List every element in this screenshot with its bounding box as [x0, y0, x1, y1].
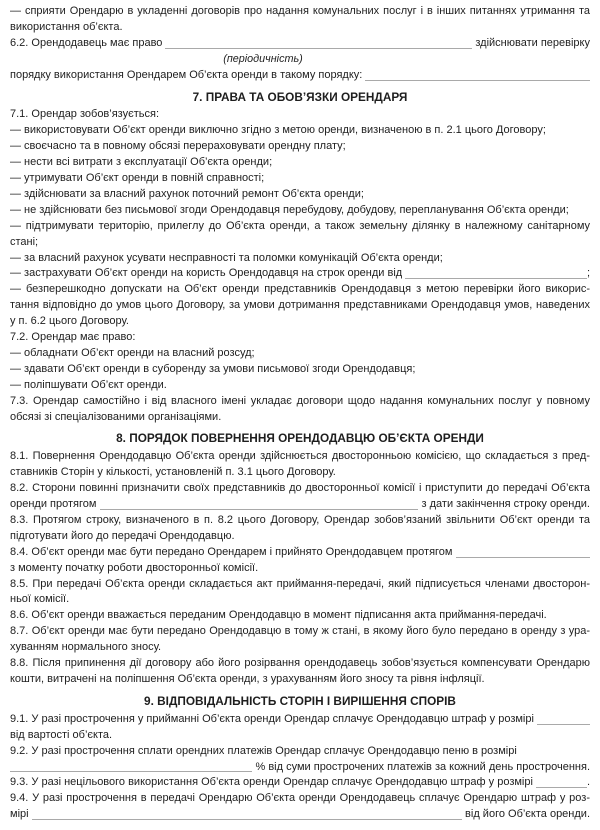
text-line-with-blank — [10, 712, 590, 728]
fill-in-blank[interactable] — [10, 771, 252, 772]
section-9-heading: 9. ВІДПОВІДАЛЬНІСТЬ СТОРІН І ВИРІШЕННЯ СПОРІВ — [144, 693, 456, 708]
text-line: стані; — [10, 235, 39, 248]
text-line: 8.2. Сторони повинні призначити своїх представників до двосторонньої комісії і приступити до передачі Об’єкта — [10, 482, 590, 495]
text-line-with-blank — [10, 807, 590, 823]
text-segment: порядку використання Орендарем Об’єкта оренди в такому порядку: — [10, 68, 366, 81]
text-line: 8.7. Об’єкт оренди має бути передано Орендодавцю в тому ж стані, в якому його було передано в оренду з ура- — [10, 625, 590, 638]
text-line: з моменту початку роботи двосторонньої комісії. — [10, 561, 259, 574]
text-segment: ; — [586, 267, 590, 280]
text-line: 8.6. Об’єкт оренди вважається переданим Орендодавцю в момент підписання акта приймання-передачі. — [10, 609, 547, 622]
text-line: — не здійснювати без письмової згоди Орендодавця перебудову, добудову, перепланування Об’єкта оренди; — [10, 203, 569, 216]
text-line-with-blank — [10, 545, 590, 561]
text-segment: % від суми прострочених платежів за кожний день прострочення. — [252, 760, 590, 773]
text-line: 9.4. У разі прострочення в передачі Орендарю Об’єкта оренди Орендодавець сплачує Орендарю штраф у роз- — [10, 792, 590, 805]
clause-6-2 — [10, 36, 590, 52]
text-line: тання відповідно до умов цього Договору, за умови дотримання представниками Орендодавця умов, наведених — [10, 299, 590, 312]
text-line: — здійснювати за власний рахунок поточний ремонт Об’єкта оренди; — [10, 187, 364, 200]
fill-in-blank[interactable] — [405, 278, 587, 279]
text-line: 9.2. У разі прострочення сплати орендних платежів Орендар сплачує Орендодавцю пеню в розмірі — [10, 744, 517, 757]
text-line: — підтримувати територію, прилеглу до Об’єкта оренди, а також земельну ділянку в належному санітарному — [10, 219, 590, 232]
text-segment: здійснювати перевірку — [472, 36, 590, 49]
fill-in-blank[interactable] — [165, 48, 472, 49]
text-line-with-blank — [10, 760, 590, 776]
text-segment: мірі — [10, 808, 32, 821]
text-line: від вартості об’єкта. — [10, 728, 113, 741]
text-line: підготувати його до передачі Орендодавцю. — [10, 529, 235, 542]
text-segment: 8.4. Об’єкт оренди має бути передано Орендарем і прийнято Орендодавцем протягом — [10, 545, 456, 558]
fill-in-blank[interactable] — [365, 80, 590, 81]
text-segment: 6.2. Орендодавець має право — [10, 36, 166, 49]
text-segment: 9.3. У разі нецільового використання Об’єкта оренди Орендар сплачує Орендодавцю штраф у розмірі — [10, 776, 536, 789]
fill-in-blank[interactable] — [536, 787, 587, 788]
text-line: — здавати Об’єкт оренди в суборенду за умови письмової згоди Орендодавця; — [10, 362, 416, 375]
text-segment: оренди протягом — [10, 498, 100, 511]
section-8-heading: 8. ПОРЯДОК ПОВЕРНЕННЯ ОРЕНДОДАВЦЮ ОБ’ЄКТА ОРЕНДИ — [116, 431, 484, 446]
text-line: 8.5. При передачі Об’єкта оренди складається акт приймання-передачі, який підписується членами двосторон- — [10, 577, 590, 590]
text-line-with-blank — [10, 775, 590, 791]
text-segment: . — [586, 776, 590, 789]
document-body — [10, 4, 590, 823]
text-line: — сприяти Орендарю в укладенні договорів про надання комунальних послуг і в інших питаннях утримання та — [10, 5, 590, 17]
text-line: кошти, витрачені на поліпшення Об’єкта оренди, з урахуванням його зносу та рівня інфляції. — [10, 672, 485, 685]
text-segment: з дати закінчення строку оренди. — [418, 498, 590, 511]
text-line: ньої комісії. — [10, 593, 70, 606]
text-line: використання об’єкта. — [10, 20, 123, 33]
text-line: — своєчасно та в повному обсязі перераховувати орендну плату; — [10, 140, 346, 153]
text-segment: 9.1. У разі прострочення у прийманні Об’єкта оренди Орендар сплачує Орендодавцю штраф у розмірі — [10, 712, 537, 725]
text-line: — безперешкодно допускати на Об’єкт оренди представників Орендодавця з метою перевірки його викорис- — [10, 283, 590, 296]
text-line: — утримувати Об’єкт оренди в повній справності; — [10, 172, 265, 185]
text-line: — нести всі витрати з експлуатації Об’єкта оренди; — [10, 156, 273, 169]
text-line: 7.1. Орендар зобов’язується: — [10, 108, 159, 121]
text-line-with-blank — [10, 266, 590, 282]
text-line: 8.3. Протягом строку, визначеного в п. 8.2 цього Договору, Орендар зобов’язаний звільнити Об’єкт оренди та — [10, 513, 590, 526]
section-7-heading: 7. ПРАВА ТА ОБОВ’ЯЗКИ ОРЕНДАРЯ — [192, 89, 408, 104]
text-line: — поліпшувати Об’єкт оренди. — [10, 378, 167, 391]
text-line: 8.8. Після припинення дії договору або його розірвання орендодавець зобов’язується компенсувати Орендарю — [10, 657, 590, 670]
text-line: 7.3. Орендар самостійно і від власного імені укладає договори щодо надання комунальних послуг у повному — [10, 394, 590, 407]
text-line: хуванням нормального зносу. — [10, 641, 162, 654]
text-line: — обладнати Об’єкт оренди на власний розсуд; — [10, 346, 255, 359]
text-line: 7.2. Орендар має право: — [10, 331, 136, 344]
text-segment: від його Об’єкта оренди. — [461, 808, 590, 821]
text-line-with-blank — [10, 497, 590, 513]
text-line: обсязі зі спеціалізованими організаціями. — [10, 410, 222, 423]
fill-in-blank[interactable] — [32, 819, 462, 820]
text-line-with-blank — [10, 68, 590, 84]
fill-in-blank[interactable] — [537, 724, 590, 725]
text-line: у п. 6.2 цього Договору. — [10, 315, 129, 328]
text-line: — за власний рахунок усувати несправності та поломки комунікацій Об’єкта оренди; — [10, 251, 443, 264]
text-line: 8.1. Повернення Орендодавцю Об’єкта оренди здійснюється двосторонньою комісією, що складається з пред- — [10, 450, 590, 463]
field-caption-periodicity: (періодичність) — [223, 52, 303, 65]
fill-in-blank[interactable] — [456, 557, 590, 558]
fill-in-blank[interactable] — [100, 509, 419, 510]
text-line: — використовувати Об’єкт оренди виключно згідно з метою оренди, визначеною в п. 2.1 цього Договору; — [10, 124, 546, 137]
text-segment: — застрахувати Об’єкт оренди на користь Орендодавця на строк оренди від — [10, 267, 406, 280]
text-line: ставників Сторін у кількості, установленій п. 3.1 цього Договору. — [10, 466, 336, 479]
